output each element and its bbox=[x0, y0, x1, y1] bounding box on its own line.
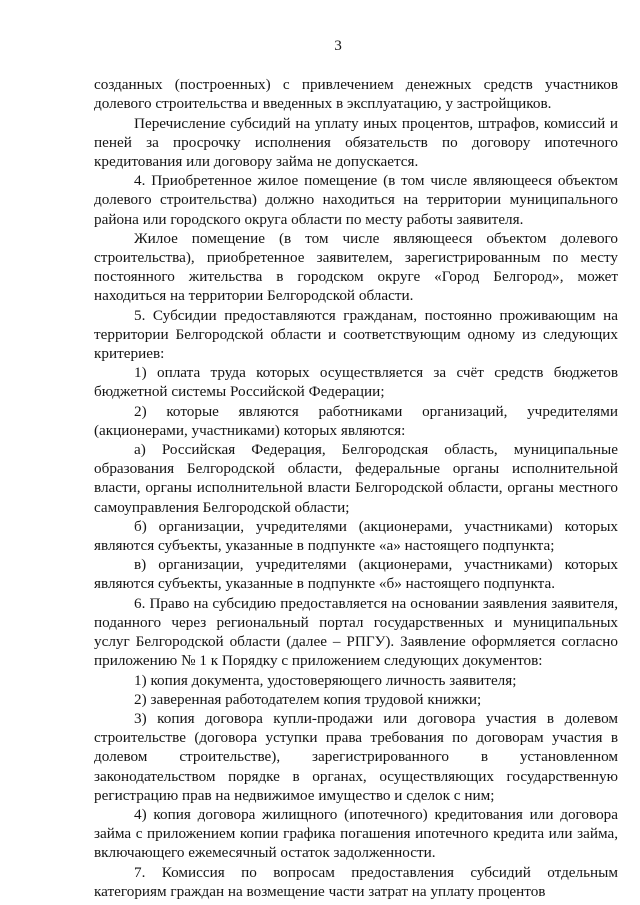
paragraph: 5. Субсидии предоставляются гражданам, постоянно проживающим на территории Белгородской области и соответствующим одному из следующих критериев: bbox=[94, 306, 618, 363]
paragraph: 4) копия договора жилищного (ипотечного) кредитования или договора займа с приложением копии графика погашения ипотечного кредита или займа, включающего ежемесячный остаток задолженности. bbox=[94, 805, 618, 862]
paragraph: созданных (построенных) с привлечением денежных средств участников долевого строительства и введенных в эксплуатацию, у застройщиков. bbox=[94, 76, 618, 113]
paragraph: 2) заверенная работодателем копия трудовой книжки; bbox=[134, 690, 482, 708]
paragraph: Жилое помещение (в том числе являющееся объектом долевого строительства), приобретенное заявителем, зарегистрированным по месту постоянного жительства в городском округе «Город Белгород», может находиться на территории Белгородской области. bbox=[94, 229, 618, 305]
document-body bbox=[94, 75, 618, 901]
paragraph: 6. Право на субсидию предоставляется на основании заявления заявителя, поданного через региональный портал государственных и муниципальных услуг Белгородской области (далее – РПГУ). Заявление оформляется согласно приложению № 1 к Порядку с приложением следующих документов: bbox=[94, 594, 618, 670]
paragraph: б) организации, учредителями (акционерами, участниками) которых являются субъекты, указанные в подпункте «а» настоящего подпункта; bbox=[94, 517, 618, 555]
paragraph: Перечисление субсидий на уплату иных процентов, штрафов, комиссий и пеней за просрочку исполнения обязательств по договору ипотечного кредитования или договору займа не допускается. bbox=[94, 114, 618, 171]
paragraph: 3) копия договора купли-продажи или договора участия в долевом строительстве (договора уступки права требования по договорам участия в долевом строительстве), зарегистрированного в установленном законодательством порядке в органах, осуществляющих государственную регистрацию прав на недвижимое имущество и сделок с ним; bbox=[94, 709, 618, 804]
paragraph: 1) копия документа, удостоверяющего личность заявителя; bbox=[134, 671, 517, 689]
page-number: 3 bbox=[334, 37, 342, 54]
paragraph: 4. Приобретенное жилое помещение (в том числе являющееся объектом долевого строительства) должно находиться на территории муниципального района или городского округа области по месту работы заявителя. bbox=[94, 172, 618, 228]
paragraph: 2) которые являются работниками организаций, учредителями (акционерами, участниками) которых являются: bbox=[94, 402, 618, 439]
paragraph: 7. Комиссия по вопросам предоставления субсидий отдельным категориям граждан на возмещение части затрат на уплату процентов bbox=[94, 863, 618, 900]
paragraph: в) организации, учредителями (акционерами, участниками) которых являются субъекты, указанные в подпункте «б» настоящего подпункта. bbox=[94, 556, 618, 593]
paragraph: 1) оплата труда которых осуществляется за счёт средств бюджетов бюджетной системы Российской Федерации; bbox=[94, 364, 618, 401]
paragraph: а) Российская Федерация, Белгородская область, муниципальные образования Белгородской области, федеральные органы исполнительной власти, органы исполнительной власти Белгородской области, органы местного самоуправления Белгородской области; bbox=[94, 441, 618, 516]
